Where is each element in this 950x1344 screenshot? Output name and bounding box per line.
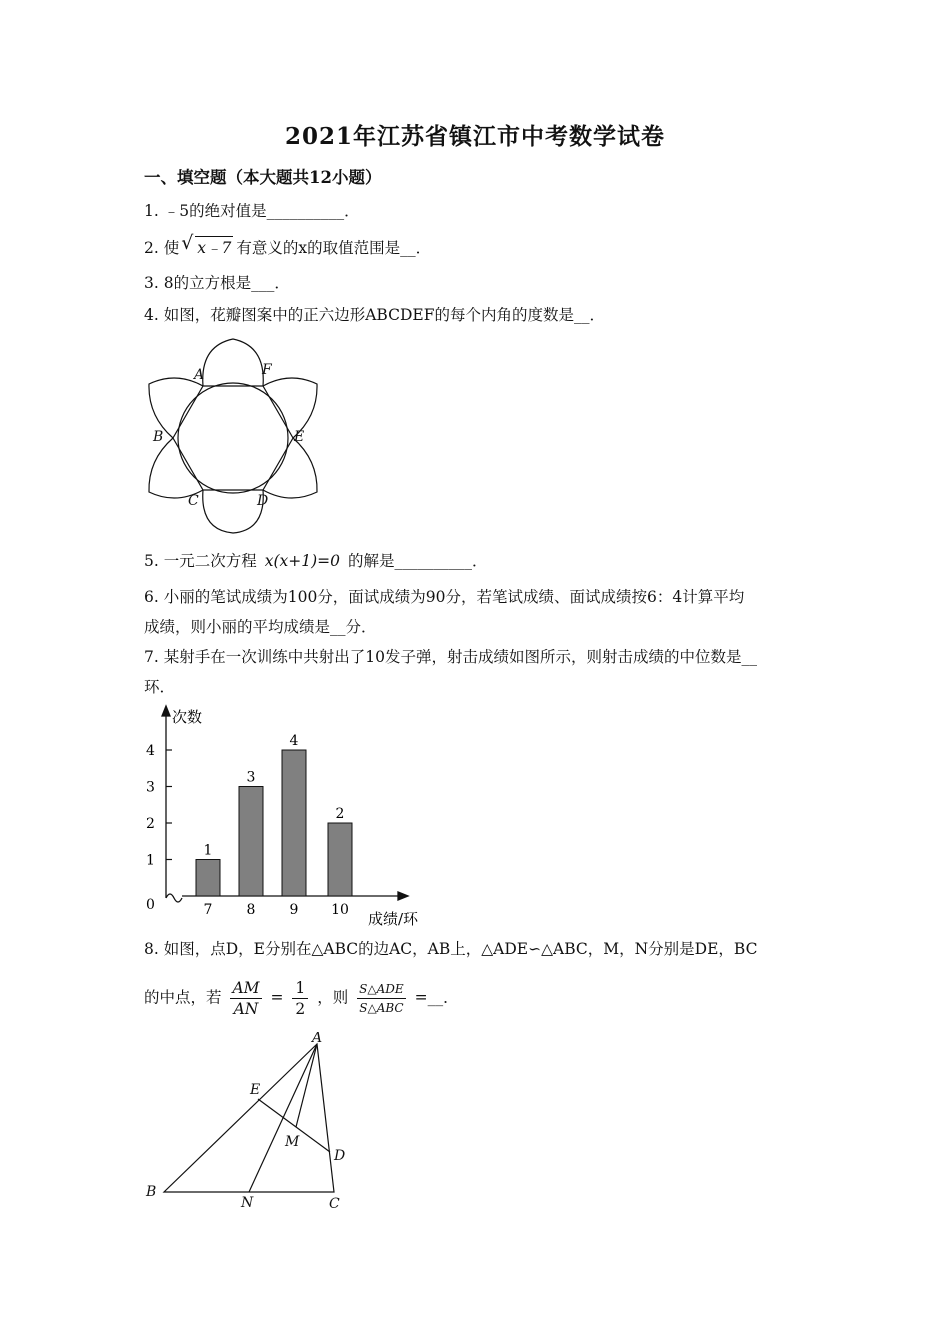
question-1: 1. ﹣5的绝对值是__________． <box>144 202 360 220</box>
fraction-one-half <box>292 978 308 1019</box>
y-axis-label: 次数 <box>172 708 203 726</box>
label-A: A <box>194 367 205 383</box>
q2-radicand: x﹣7 <box>195 236 233 259</box>
x-axis-arrow <box>398 892 408 900</box>
inner-circle <box>178 383 288 493</box>
segment-AM <box>296 1044 317 1127</box>
frac3-numerator: S△ADE <box>357 980 406 999</box>
fraction-area-ratio <box>357 980 406 1017</box>
q5-prefix: 5. 一元二次方程 <box>144 552 257 570</box>
data-label-9: 4 <box>289 733 299 749</box>
section-heading: 一、填空题（本大题共12小题） <box>144 168 382 187</box>
triangle-figure <box>140 1032 365 1217</box>
segment-AN <box>249 1044 317 1192</box>
label-E: E <box>250 1082 261 1098</box>
question-7-line1: 7. 某射手在一次训练中共射出了10发子弹，射击成绩如图所示，则射击成绩的中位数是__ <box>144 648 757 666</box>
radical-sign: √ x﹣7 <box>181 232 232 257</box>
y-axis-arrow <box>162 706 170 716</box>
q5-equation: x(x+1)=0 <box>264 552 340 570</box>
q2-suffix: 有意义的x的取值范围是__． <box>236 239 432 257</box>
frac3-denominator: S△ABC <box>359 1001 404 1015</box>
petal-top-right <box>263 378 317 438</box>
q8-equals: = <box>270 988 284 1007</box>
petal-bottom-right <box>263 438 317 498</box>
y-tick-0: 0 <box>146 897 155 913</box>
y-tick-3: 3 <box>146 779 155 796</box>
data-label-8: 3 <box>246 769 256 786</box>
question-5 <box>144 550 488 572</box>
data-label-7: 1 <box>203 842 213 859</box>
question-4: 4. 如图，花瓣图案中的正六边形ABCDEF的每个内角的度数是__． <box>144 306 605 324</box>
label-A: A <box>312 1032 323 1046</box>
frac2-denominator: 2 <box>295 1000 306 1018</box>
data-label-10: 2 <box>335 806 345 822</box>
y-tick-1: 1 <box>146 852 155 869</box>
score-bar-chart <box>140 702 440 930</box>
y-tick-4: 4 <box>146 743 155 759</box>
frac1-numerator: AM <box>232 979 260 997</box>
bar-7 <box>196 860 220 897</box>
frac1-denominator: AN <box>233 1000 259 1018</box>
x-tick-9: 9 <box>289 902 299 918</box>
label-F: F <box>262 362 272 378</box>
hexagon-petal-figure <box>140 336 325 536</box>
label-N: N <box>241 1195 254 1211</box>
question-7-line2: 环． <box>144 678 176 696</box>
label-D: D <box>257 493 269 509</box>
question-2 <box>144 232 432 259</box>
bar-9 <box>282 750 306 896</box>
bar-8 <box>239 787 263 897</box>
label-B: B <box>146 1184 157 1200</box>
q8-suffix: =__． <box>414 988 459 1007</box>
triangle-ABC <box>164 1044 334 1192</box>
q8-prefix: 的中点，若 <box>144 988 222 1007</box>
x-tick-8: 8 <box>246 902 256 918</box>
petal-bottom <box>203 490 264 533</box>
label-E: E <box>294 429 305 445</box>
frac2-numerator: 1 <box>292 978 308 999</box>
petal-bottom-left <box>149 438 203 498</box>
axis-break <box>166 894 182 902</box>
y-tick-2: 2 <box>146 816 155 832</box>
label-C: C <box>188 493 199 509</box>
question-3: 3. 8的立方根是___． <box>144 274 290 292</box>
label-M: M <box>285 1134 300 1150</box>
label-B: B <box>153 429 164 445</box>
label-C: C <box>329 1196 340 1212</box>
label-D: D <box>334 1148 346 1164</box>
question-8-line1: 8. 如图，点D，E分别在△ABC的边AC，AB上，△ADE∽△ABC，M，N分别是DE，BC <box>144 940 758 958</box>
petal-top <box>203 339 264 386</box>
question-6-line2: 成绩，则小丽的平均成绩是__分． <box>144 618 377 636</box>
x-tick-10: 10 <box>331 902 349 918</box>
fraction-am-an <box>230 978 261 1019</box>
question-6-line1: 6. 小丽的笔试成绩为100分，面试成绩为90分，若笔试成绩、面试成绩按6：4计算平均 <box>144 588 745 606</box>
x-axis-label: 成绩/环 <box>368 910 419 928</box>
page-title: 2021年江苏省镇江市中考数学试卷 <box>284 123 665 150</box>
x-tick-7: 7 <box>203 902 213 918</box>
q8-then: ，则 <box>317 988 349 1007</box>
question-8-line2 <box>144 978 459 1019</box>
bar-10 <box>328 823 352 896</box>
q5-suffix: 的解是__________． <box>348 552 488 570</box>
q2-prefix: 2. 使 <box>144 239 180 257</box>
